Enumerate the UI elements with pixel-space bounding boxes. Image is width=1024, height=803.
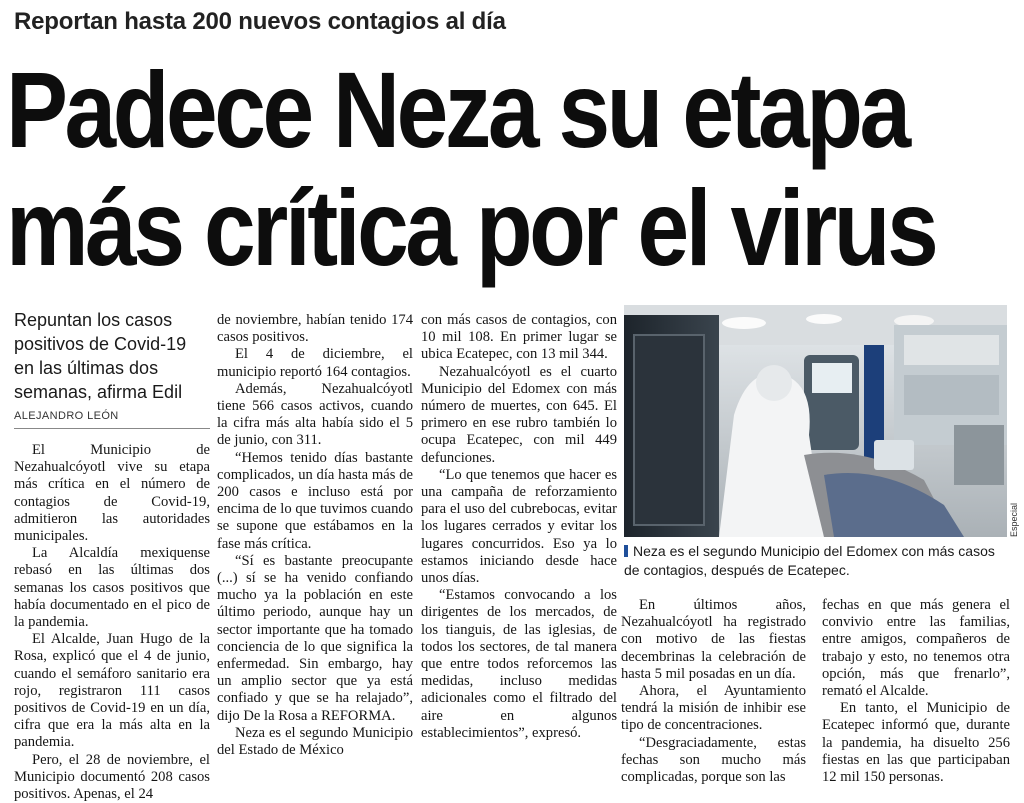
column-1 bbox=[14, 442, 210, 803]
photo-credit: Especial bbox=[1009, 502, 1019, 537]
paragraph: “Estamos convocando a los dirigentes de los mercados, de los tianguis, de las iglesias, de todos los sectores, de tal manera que entre todos reforcemos las medidas, incluso medidas adicionales como el filtrado del aire en algunos establecimientos”, expresó. bbox=[421, 587, 617, 741]
paragraph: El Alcalde, Juan Hugo de la Rosa, explicó que el 4 de junio, cuando el semáforo sanitario era rojo, registraron 111 casos positivos de Covid-19 en un día, cifra que era la más alta en la pandemia. bbox=[14, 631, 210, 751]
caption-marker-icon bbox=[624, 545, 628, 557]
column-2 bbox=[217, 312, 413, 759]
column-4 bbox=[621, 597, 806, 786]
paragraph: El Municipio de Nezahualcóyotl vive su etapa más crítica en el número de contagios de Covid-19, admitieron las autoridades municipales. bbox=[14, 442, 210, 545]
paragraph: Neza es el segundo Municipio del Estado de México bbox=[217, 724, 413, 759]
paragraph: con más casos de contagios, con 10 mil 108. En primer lugar se ubica Ecatepec, con 13 mil 344. bbox=[421, 312, 617, 363]
headline-line-1: Padece Neza su etapa bbox=[6, 49, 908, 170]
paragraph: “Desgraciadamente, estas fechas son mucho más complicadas, porque son las bbox=[621, 734, 806, 786]
paragraph: En tanto, el Municipio de Ecatepec informó que, durante la pandemia, ha disuelto 256 fiestas en las que participaban 12 mil 150 personas. bbox=[822, 700, 1010, 786]
paragraph: Ahora, el Ayuntamiento tendrá la misión de inhibir ese tipo de concentraciones. bbox=[621, 683, 806, 734]
paragraph: La Alcaldía mexiquense rebasó en las últimas dos semanas los casos positivos que había documentado en el pico de la pandemia. bbox=[14, 545, 210, 631]
deck: Repuntan los casos positivos de Covid-19 en las últimas dos semanas, afirma Edil bbox=[14, 310, 187, 402]
paragraph: Además, Nezahualcóyotl tiene 566 casos activos, cuando la cifra más alta había sido el 5 de junio, con 311. bbox=[217, 380, 413, 449]
column-3 bbox=[421, 312, 617, 742]
paragraph: “Sí es bastante preocupante (...) sí se ha venido confiando mucho ya la población en este último periodo, aunque hay un sector importante que ha tomado conciencia de lo que significa la enfermedad. Sin embargo, hay un amplio sector que ya está confiado y que se ha relajado”, dijo De la Rosa a REFORMA. bbox=[217, 552, 413, 724]
headline bbox=[6, 49, 936, 288]
ambulance-interior-illustration bbox=[624, 305, 1007, 537]
paragraph: “Lo que tenemos que hacer es una campaña de reforzamiento para el uso del cubrebocas, evitar los lugares cerrados y evitar los lugares concurridos. Eso ya lo estamos iniciando desde hace unos días. bbox=[421, 466, 617, 587]
byline: ALEJANDRO LEÓN bbox=[14, 410, 210, 429]
paragraph: Nezahualcóyotl es el cuarto Municipio del Edomex con más número de muertes, con 645. El primero en ese rubro también lo ocupa Ecatepec, con mil 449 defunciones. bbox=[421, 363, 617, 466]
paragraph: “Hemos tenido días bastante complicados, un día hasta más de 200 casos e incluso está por encima de lo que tuvimos cuando se supone que estábamos en la fase más crítica. bbox=[217, 449, 413, 552]
photo-caption bbox=[624, 542, 1014, 580]
kicker: Reportan hasta 200 nuevos contagios al día bbox=[14, 8, 506, 35]
paragraph: El 4 de diciembre, el municipio reportó 164 contagios. bbox=[217, 346, 413, 380]
column-5 bbox=[822, 597, 1010, 786]
headline-line-2: más crítica por el virus bbox=[6, 167, 936, 288]
paragraph: En últimos años, Nezahualcóyotl ha registrado con motivo de las fiestas decembrinas la celebración de hasta 5 mil posadas en un día. bbox=[621, 597, 806, 682]
paragraph: fechas en que más genera el convivio entre las familias, entre amigos, compañeros de trabajo y esto, no tenemos otra opción, más que frenarlo”, remató el Alcalde. bbox=[822, 597, 1010, 700]
paragraph: Pero, el 28 de noviembre, el Municipio documentó 208 casos positivos. Apenas, el 24 bbox=[14, 751, 210, 803]
caption-text: Neza es el segundo Municipio del Edomex con más casos de contagios, después de Ecatepec. bbox=[624, 543, 995, 578]
paragraph: de noviembre, habían tenido 174 casos positivos. bbox=[217, 312, 413, 346]
ambulance-photo bbox=[624, 305, 1007, 537]
